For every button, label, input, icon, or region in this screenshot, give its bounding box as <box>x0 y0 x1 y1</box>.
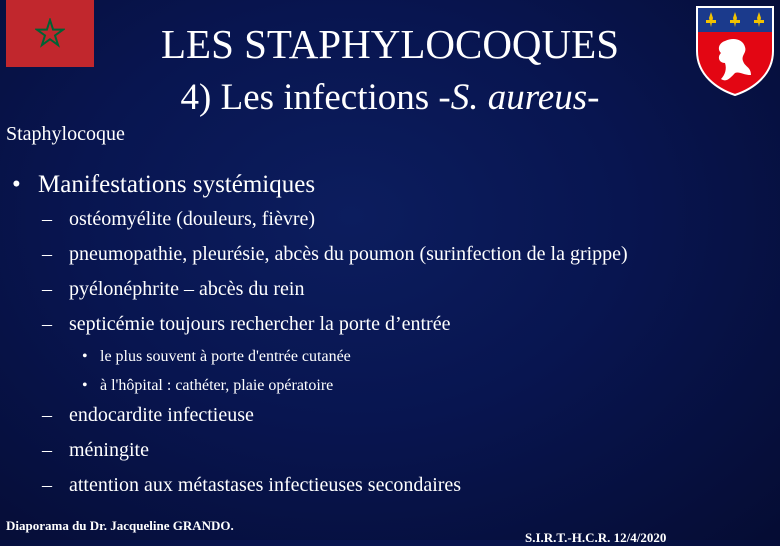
list-item: – méningite <box>42 433 772 468</box>
list-item: – pyélonéphrite – abcès du rein <box>42 272 772 307</box>
dash-list-top <box>42 202 772 342</box>
footer-author: Diaporama du Dr. Jacqueline GRANDO. <box>6 518 234 533</box>
main-bullet <box>12 170 315 200</box>
dash-icon: – <box>42 474 52 496</box>
slide-title: LES STAPHYLOCOQUES <box>160 21 619 67</box>
dash-icon: – <box>42 404 52 426</box>
list-item: – pneumopathie, pleurésie, abcès du poumon (surinfection de la grippe) <box>42 237 772 272</box>
sub-list <box>82 342 351 400</box>
dash-icon: – <box>42 208 52 230</box>
sub-list-item: • le plus souvent à porte d'entrée cutanée <box>82 342 351 371</box>
dash-icon: – <box>42 243 52 265</box>
title-suffix: - <box>587 77 600 118</box>
dash-list-bottom <box>42 398 772 503</box>
bullet-dot-icon: • <box>82 348 88 365</box>
dash-icon: – <box>42 278 52 300</box>
list-item: – ostéomyélite (douleurs, fièvre) <box>42 202 772 237</box>
dash-icon: – <box>42 313 52 335</box>
section-label: Staphylocoque <box>6 123 125 145</box>
footer-date: S.I.R.T.-H.C.R. 12/4/2020 <box>525 530 667 545</box>
bullet-dot-icon: • <box>12 171 21 198</box>
list-item: – attention aux métastases infectieuses secondaires <box>42 468 772 503</box>
main-bullet-text: Manifestations systémiques <box>38 171 316 198</box>
bullet-dot-icon: • <box>82 377 88 394</box>
sub-list-item: • à l'hôpital : cathéter, plaie opératoire <box>82 371 351 400</box>
dash-icon: – <box>42 439 52 461</box>
list-item: – septicémie toujours rechercher la porte d’entrée <box>42 307 772 342</box>
title-species: S. aureus <box>450 77 588 118</box>
slide-subtitle-line <box>0 76 780 120</box>
list-item: – endocardite infectieuse <box>42 398 772 433</box>
title-prefix: 4) Les infections - <box>180 77 451 118</box>
